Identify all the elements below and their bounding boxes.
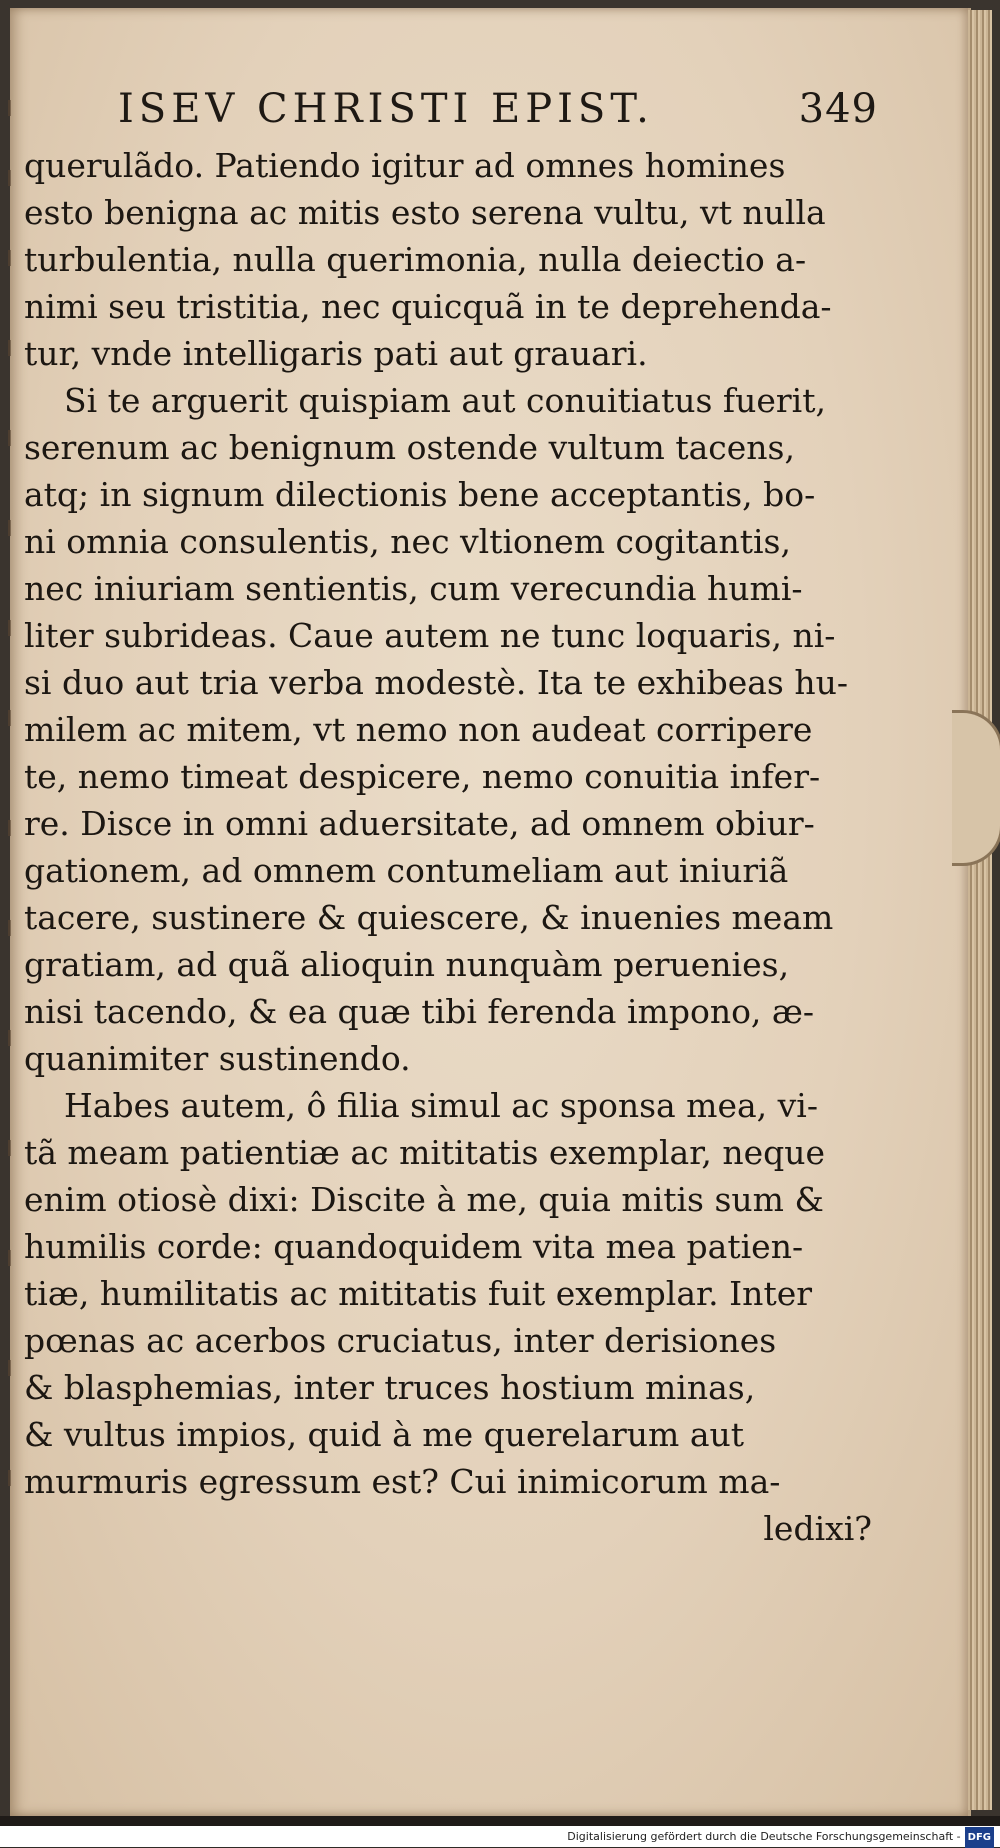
text-line: turbulentia, nulla querimonia, nulla deiectio a-	[24, 240, 807, 279]
text-line: tur, vnde intelligaris pati aut grauari.	[24, 334, 648, 373]
footer-credit: Digitalisierung gefördert durch die Deutsche Forschungsgemeinschaft -	[567, 1830, 961, 1843]
text-line: nisi tacendo, & ea quæ tibi ferenda impono, æ-	[24, 992, 815, 1031]
text-line: nec iniuriam sentientis, cum verecundia humi-	[24, 569, 803, 608]
text-line: liter subrideas. Caue autem ne tunc loquaris, ni-	[24, 616, 836, 655]
text-line: tacere, sustinere & quiescere, & inuenies meam	[24, 898, 834, 937]
text-line: gationem, ad omnem contumeliam aut iniuriã	[24, 851, 789, 890]
text-line: ni omnia consulentis, nec vltionem cogitantis,	[24, 522, 791, 561]
text-line: tã meam patientiæ ac mititatis exemplar, neque	[24, 1133, 826, 1172]
text-line: querulãdo. Patiendo igitur ad omnes homines	[24, 146, 786, 185]
text-line: esto benigna ac mitis esto serena vultu, vt nulla	[24, 193, 826, 232]
running-title: ISEV CHRISTI EPIST.	[118, 86, 654, 132]
running-header	[118, 86, 878, 142]
text-line: enim otiosè dixi: Discite à me, quia mitis sum &	[24, 1180, 824, 1219]
text-line: quanimiter sustinendo.	[24, 1039, 411, 1078]
text-line: milem ac mitem, vt nemo non audeat corripere	[24, 710, 813, 749]
page-number: 349	[798, 86, 878, 132]
page-edges	[968, 10, 992, 1810]
binding-marks	[4, 100, 24, 1550]
text-line: & vultus impios, quid à me querelarum aut	[24, 1415, 745, 1454]
text-line: serenum ac benignum ostende vultum tacens,	[24, 428, 795, 467]
text-line: atq; in signum dilectionis bene acceptantis, bo-	[24, 475, 816, 514]
text-line: te, nemo timeat despicere, nemo conuitia infer-	[24, 757, 821, 796]
text-line: Si te arguerit quispiam aut conuitiatus fuerit,	[64, 381, 826, 420]
page-tab	[952, 710, 1000, 866]
catchword-line: ledixi?	[763, 1509, 872, 1548]
text-line: si duo aut tria verba modestè. Ita te exhibeas hu-	[24, 663, 849, 702]
text-line: murmuris egressum est? Cui inimicorum ma-	[24, 1462, 781, 1501]
text-line: & blasphemias, inter truces hostium minas,	[24, 1368, 756, 1407]
text-line: pœnas ac acerbos cruciatus, inter derisiones	[24, 1321, 777, 1360]
digitization-footer	[0, 1826, 1000, 1847]
text-line: humilis corde: quandoquidem vita mea patien-	[24, 1227, 804, 1266]
body-text	[24, 142, 880, 1552]
text-line: Habes autem, ô filia simul ac sponsa mea, vi-	[64, 1086, 818, 1125]
page-bottom-edge	[0, 1816, 1000, 1826]
dfg-logo: DFG	[965, 1827, 994, 1848]
text-line: gratiam, ad quã alioquin nunquàm peruenies,	[24, 945, 790, 984]
text-line: re. Disce in omni aduersitate, ad omnem obiur-	[24, 804, 815, 843]
text-line: nimi seu tristitia, nec quicquã in te deprehenda-	[24, 287, 832, 326]
text-line: tiæ, humilitatis ac mititatis fuit exemplar. Inter	[24, 1274, 813, 1313]
